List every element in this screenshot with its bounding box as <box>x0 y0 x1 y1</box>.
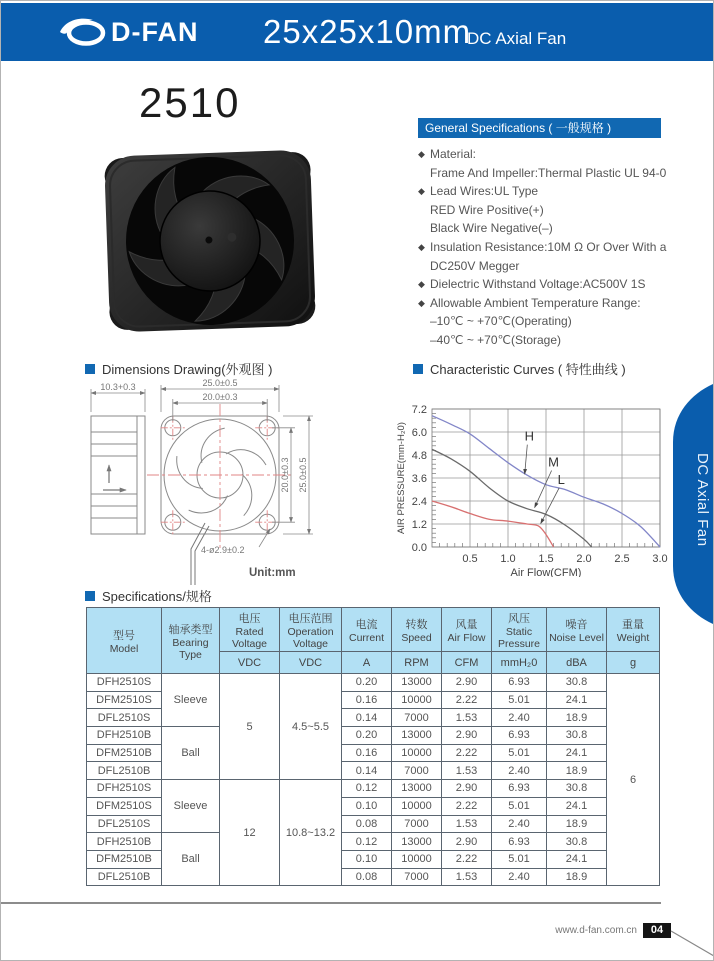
static-pressure-cell: 5.01 <box>492 797 547 815</box>
header-band <box>1 3 713 61</box>
brand-name: D-FAN <box>111 17 199 47</box>
noise-cell: 18.9 <box>547 709 607 727</box>
centerlines <box>147 404 293 549</box>
diamond-bullet-icon: ◆ <box>418 279 425 290</box>
svg-text:4.8: 4.8 <box>411 450 427 462</box>
svg-text:0.0: 0.0 <box>411 542 427 554</box>
column-unit: mmH₂0 <box>492 652 547 674</box>
noise-cell: 24.1 <box>547 744 607 762</box>
general-spec-text: –10℃ ~ +70℃(Operating) <box>430 314 572 329</box>
diamond-bullet-icon <box>418 201 430 220</box>
speed-cell: 7000 <box>392 815 442 833</box>
dfan-logo-icon <box>59 16 107 48</box>
svg-text:3.0: 3.0 <box>652 553 668 565</box>
diamond-bullet-icon <box>418 219 430 238</box>
airflow-direction-arrows <box>103 465 126 490</box>
svg-text:1.0: 1.0 <box>500 553 516 565</box>
current-cell: 0.20 <box>342 674 392 692</box>
air-flow-cell: 2.22 <box>442 797 492 815</box>
noise-cell: 24.1 <box>547 691 607 709</box>
model-cell: DFL2510B <box>87 762 162 780</box>
diamond-bullet-icon <box>418 257 430 276</box>
diamond-bullet-icon: ◆ <box>418 241 425 252</box>
static-pressure-cell: 5.01 <box>492 850 547 868</box>
column-unit: g <box>607 652 660 674</box>
diamond-bullet-icon: ◆ <box>418 297 425 308</box>
static-pressure-cell: 6.93 <box>492 780 547 798</box>
svg-text:1.2: 1.2 <box>411 519 427 531</box>
diamond-bullet-icon: ◆ <box>418 186 425 197</box>
general-spec-line <box>418 275 698 294</box>
speed-cell: 13000 <box>392 674 442 692</box>
general-spec-line <box>418 182 698 201</box>
curves-title-label: Characteristic Curves ( 特性曲线 ) <box>430 362 626 377</box>
table-row <box>87 674 660 692</box>
dim-side-width: 10.3+0.3 <box>100 382 136 392</box>
general-spec-text: Lead Wires:UL Type <box>430 184 539 199</box>
operation-voltage-cell: 10.8~13.2 <box>280 780 342 886</box>
general-specs-list <box>418 145 698 350</box>
model-cell: DFH2510S <box>87 780 162 798</box>
general-spec-line <box>418 331 698 350</box>
diamond-bullet-icon: ◆ <box>418 149 425 159</box>
svg-text:Air Flow(CFM): Air Flow(CFM) <box>510 567 582 577</box>
current-cell: 0.14 <box>342 762 392 780</box>
static-pressure-cell: 6.93 <box>492 833 547 851</box>
column-header: 风量 Air Flow <box>442 608 492 652</box>
air-flow-cell: 2.22 <box>442 850 492 868</box>
column-header: 电流 Current <box>342 608 392 652</box>
column-header: 转数 Speed <box>392 608 442 652</box>
svg-text:2.5: 2.5 <box>614 553 630 565</box>
noise-cell: 24.1 <box>547 797 607 815</box>
speed-cell: 10000 <box>392 797 442 815</box>
column-unit: VDC <box>280 652 342 674</box>
model-cell: DFH2510S <box>87 674 162 692</box>
air-flow-cell: 1.53 <box>442 762 492 780</box>
speed-cell: 10000 <box>392 744 442 762</box>
spec-table-header <box>87 608 660 674</box>
noise-cell: 18.9 <box>547 815 607 833</box>
general-specs-title-bar: General Specifications ( 一般规格 ) <box>418 118 661 138</box>
current-cell: 0.16 <box>342 691 392 709</box>
speed-cell: 10000 <box>392 691 442 709</box>
air-flow-cell: 1.53 <box>442 709 492 727</box>
model-cell: DFM2510S <box>87 797 162 815</box>
speed-cell: 13000 <box>392 833 442 851</box>
noise-cell: 24.1 <box>547 850 607 868</box>
table-row <box>87 727 660 745</box>
general-spec-line <box>418 238 698 257</box>
svg-text:0.5: 0.5 <box>462 553 478 565</box>
bearing-cell: Ball <box>162 727 220 780</box>
weight-cell: 6 <box>607 674 660 886</box>
svg-text:6.0: 6.0 <box>411 427 427 439</box>
noise-cell: 18.9 <box>547 868 607 886</box>
speed-cell: 13000 <box>392 780 442 798</box>
spec-table-body <box>87 674 660 886</box>
header-size-title: 25x25x10mm <box>263 13 472 50</box>
diamond-bullet-icon <box>418 164 430 183</box>
static-pressure-cell: 5.01 <box>492 744 547 762</box>
current-cell: 0.10 <box>342 797 392 815</box>
general-spec-text: Insulation Resistance:10M Ω Or Over With a <box>430 239 667 254</box>
svg-text:M: M <box>548 454 560 470</box>
column-header: 噪音 Noise Level <box>547 608 607 652</box>
column-header: 电压 Rated Voltage <box>220 608 280 652</box>
air-flow-cell: 2.90 <box>442 727 492 745</box>
column-unit: A <box>342 652 392 674</box>
general-spec-line <box>418 294 698 313</box>
general-spec-text: –40℃ ~ +70℃(Storage) <box>430 332 562 347</box>
static-pressure-cell: 5.01 <box>492 691 547 709</box>
general-spec-text: Allowable Ambient Temperature Range: <box>430 295 641 310</box>
dim-hole-pitch-v: 20.0±0.3 <box>280 457 290 493</box>
side-tab <box>665 384 713 624</box>
model-cell: DFM2510B <box>87 744 162 762</box>
air-flow-cell: 1.53 <box>442 815 492 833</box>
diamond-bullet-icon <box>418 312 430 331</box>
model-cell: DFL2510S <box>87 709 162 727</box>
noise-cell: 30.8 <box>547 674 607 692</box>
current-cell: 0.20 <box>342 727 392 745</box>
product-photo <box>99 147 321 335</box>
diamond-bullet-icon <box>418 331 430 350</box>
svg-text:3.6: 3.6 <box>411 473 427 485</box>
noise-cell: 30.8 <box>547 780 607 798</box>
svg-text:AIR PRESSURE(mm-H₂0): AIR PRESSURE(mm-H₂0) <box>396 422 407 534</box>
section-bullet-icon <box>85 364 95 374</box>
operation-voltage-cell: 4.5~5.5 <box>280 674 342 780</box>
noise-cell: 30.8 <box>547 833 607 851</box>
air-flow-cell: 2.90 <box>442 674 492 692</box>
static-pressure-cell: 6.93 <box>492 727 547 745</box>
svg-text:1.5: 1.5 <box>538 553 554 565</box>
general-spec-line <box>418 312 698 331</box>
column-header: 重量 Weight <box>607 608 660 652</box>
general-spec-line <box>418 164 698 183</box>
svg-text:7.2: 7.2 <box>411 404 427 416</box>
footer-divider <box>1 902 661 904</box>
static-pressure-cell: 2.40 <box>492 762 547 780</box>
side-view <box>91 416 145 534</box>
dimensions-drawing <box>81 377 396 591</box>
rated-voltage-cell: 12 <box>220 780 280 886</box>
bearing-cell: Sleeve <box>162 674 220 727</box>
header-subtitle: DC Axial Fan <box>467 29 567 48</box>
dim-outer-height: 25.0±0.5 <box>298 457 308 493</box>
air-flow-cell: 1.53 <box>442 868 492 886</box>
dim-outer-width: 25.0±0.5 <box>202 378 238 388</box>
static-pressure-cell: 2.40 <box>492 815 547 833</box>
svg-text:L: L <box>557 471 565 487</box>
footer-url[interactable]: www.d-fan.com.cn <box>555 925 637 936</box>
model-cell: DFH2510B <box>87 833 162 851</box>
table-row <box>87 833 660 851</box>
svg-text:H: H <box>524 428 534 444</box>
column-header: 轴承类型 Bearing Type <box>162 608 220 674</box>
svg-text:2.0: 2.0 <box>576 553 592 565</box>
current-cell: 0.08 <box>342 815 392 833</box>
table-row <box>87 780 660 798</box>
current-cell: 0.12 <box>342 833 392 851</box>
rated-voltage-cell: 5 <box>220 674 280 780</box>
current-cell: 0.16 <box>342 744 392 762</box>
static-pressure-cell: 6.93 <box>492 674 547 692</box>
speed-cell: 7000 <box>392 762 442 780</box>
general-spec-text: Material: <box>430 147 477 161</box>
dim-unit-label: Unit:mm <box>249 567 296 579</box>
curves-section-title <box>413 359 626 378</box>
model-cell: DFH2510B <box>87 727 162 745</box>
model-cell: DFL2510S <box>87 815 162 833</box>
noise-cell: 30.8 <box>547 727 607 745</box>
noise-cell: 18.9 <box>547 762 607 780</box>
speed-cell: 7000 <box>392 709 442 727</box>
static-pressure-cell: 2.40 <box>492 868 547 886</box>
general-spec-line <box>418 219 698 238</box>
general-spec-text: Frame And Impeller:Thermal Plastic UL 94-0 <box>430 165 667 180</box>
air-flow-cell: 2.22 <box>442 691 492 709</box>
general-spec-line <box>418 201 698 220</box>
speed-cell: 7000 <box>392 868 442 886</box>
model-cell: DFL2510B <box>87 868 162 886</box>
column-unit: RPM <box>392 652 442 674</box>
model-cell: DFM2510S <box>87 691 162 709</box>
current-cell: 0.14 <box>342 709 392 727</box>
section-bullet-icon <box>413 364 423 374</box>
air-flow-cell: 2.90 <box>442 833 492 851</box>
speed-cell: 13000 <box>392 727 442 745</box>
general-spec-text: Black Wire Negative(–) <box>430 221 553 236</box>
column-header: 电压范围 Operation Voltage <box>280 608 342 652</box>
column-unit: dBA <box>547 652 607 674</box>
model-heading: 2510 <box>139 79 241 126</box>
air-flow-cell: 2.22 <box>442 744 492 762</box>
dimensions-section-title <box>85 359 272 378</box>
current-cell: 0.10 <box>342 850 392 868</box>
bearing-cell: Ball <box>162 833 220 886</box>
characteristic-curves-chart <box>394 399 684 577</box>
specifications-table <box>86 607 660 886</box>
static-pressure-cell: 2.40 <box>492 709 547 727</box>
general-spec-text: Dielectric Withstand Voltage:AC500V 1S <box>430 277 646 292</box>
footer-diagonal-line <box>669 925 714 959</box>
column-unit: VDC <box>220 652 280 674</box>
general-spec-line <box>418 257 698 276</box>
column-header: 风压 Static Pressure <box>492 608 547 652</box>
general-spec-line <box>418 145 698 164</box>
side-tab-label: DC Axial Fan <box>694 453 711 547</box>
current-cell: 0.12 <box>342 780 392 798</box>
specifications-title-label: Specifications/规格 <box>102 589 212 604</box>
bearing-cell: Sleeve <box>162 780 220 833</box>
section-bullet-icon <box>85 591 95 601</box>
page-number-badge: 04 <box>643 923 671 938</box>
svg-text:2.4: 2.4 <box>411 496 427 508</box>
general-spec-text: DC250V Megger <box>430 258 520 273</box>
column-unit: CFM <box>442 652 492 674</box>
column-header: 型号 Model <box>87 608 162 674</box>
general-spec-text: RED Wire Positive(+) <box>430 202 544 217</box>
current-cell: 0.08 <box>342 868 392 886</box>
dim-hole-pitch-h: 20.0±0.3 <box>202 392 238 402</box>
model-cell: DFM2510B <box>87 850 162 868</box>
dim-mount-holes: 4-ø2.9±0.2 <box>201 545 245 555</box>
air-flow-cell: 2.90 <box>442 780 492 798</box>
speed-cell: 10000 <box>392 850 442 868</box>
dimensions-title-label: Dimensions Drawing(外观图 ) <box>102 362 273 377</box>
